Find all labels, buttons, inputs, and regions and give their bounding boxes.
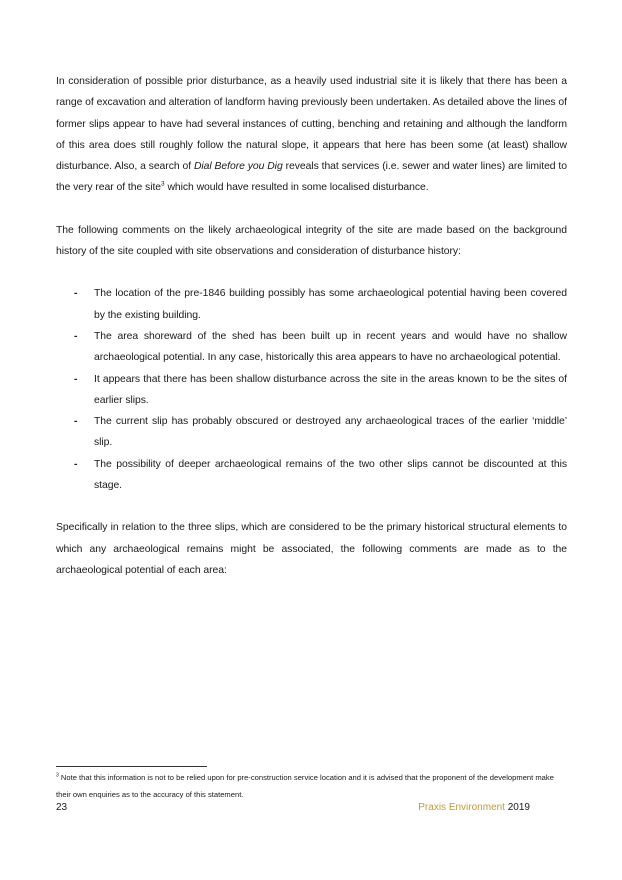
paragraph-disturbance-part3: which would have resulted in some localised disturbance.	[164, 182, 429, 194]
dash-bullet-icon: -	[74, 373, 78, 385]
dash-bullet-icon: -	[74, 330, 78, 342]
bullet-item	[56, 326, 567, 369]
bullet-item	[56, 369, 567, 412]
paragraph-disturbance	[56, 71, 567, 199]
body-text	[56, 71, 567, 581]
footnote-number: 3	[56, 772, 59, 779]
paragraph-disturbance-part1: In consideration of possible prior disturbance, as a heavily used industrial site it is likely that there has been a range of excavation and alteration of landform having previously been undertaken. As detailed above the lines of former slips appear to have had several instances of cutting, benching and retaining and although the landform of this area does still roughly follow the natural slope, it appears that here has been some (at least) shallow disturbance. Also, a search of	[56, 76, 567, 173]
bullet-text: It appears that there has been shallow disturbance across the site in the areas known to be the sites of earlier slips.	[94, 373, 567, 406]
bullet-item	[56, 454, 567, 497]
paragraph-disturbance-part2: reveals that services (i.e. sewer and water lines) are limited to the very rear of the site	[56, 161, 567, 194]
dash-bullet-icon: -	[74, 288, 78, 300]
bullet-list	[56, 283, 567, 496]
footnote-text: Note that this information is not to be relied upon for pre-construction service location and it is advised that the proponent of the development make their own enquiries as to the accuracy of this statement.	[56, 773, 554, 799]
footnote-divider	[56, 766, 207, 767]
bullet-text: The possibility of deeper archaeological remains of the two other slips cannot be discounted at this stage.	[94, 458, 567, 492]
bullet-text: The area shoreward of the shed has been built up in recent years and would have no shallow archaeological potential. In any case, historically this area appears to have no archaeological potential.	[94, 330, 567, 364]
footnote-reference[interactable]: 3	[161, 181, 165, 189]
bullet-text: The location of the pre-1846 building possibly has some archaeological potential having been covered by the existing building.	[94, 288, 567, 321]
bullet-text: The current slip has probably obscured or destroyed any archaeological traces of the earlier ‘middle’ slip.	[94, 416, 567, 449]
footnote	[56, 769, 567, 803]
bullet-item	[56, 411, 567, 454]
paragraph-comments-intro: The following comments on the likely archaeological integrity of the site are made based on the background history of the site coupled with site observations and consideration of disturbance history:	[56, 224, 567, 258]
brand-year: 2019	[507, 802, 530, 813]
brand-name: Praxis Environment	[418, 802, 505, 813]
dash-bullet-icon: -	[74, 416, 78, 428]
bullet-item	[56, 283, 567, 326]
paragraph-three-slips: Specifically in relation to the three slips, which are considered to be the primary historical structural elements to which any archaeological remains might be associated, the following comments are made as to the archaeological potential of each area:	[56, 522, 567, 576]
footer-brand	[418, 801, 530, 815]
page-number: 23	[56, 802, 68, 813]
dial-before-you-dig-italic: Dial Before you Dig	[193, 161, 283, 173]
dash-bullet-icon: -	[74, 458, 78, 470]
